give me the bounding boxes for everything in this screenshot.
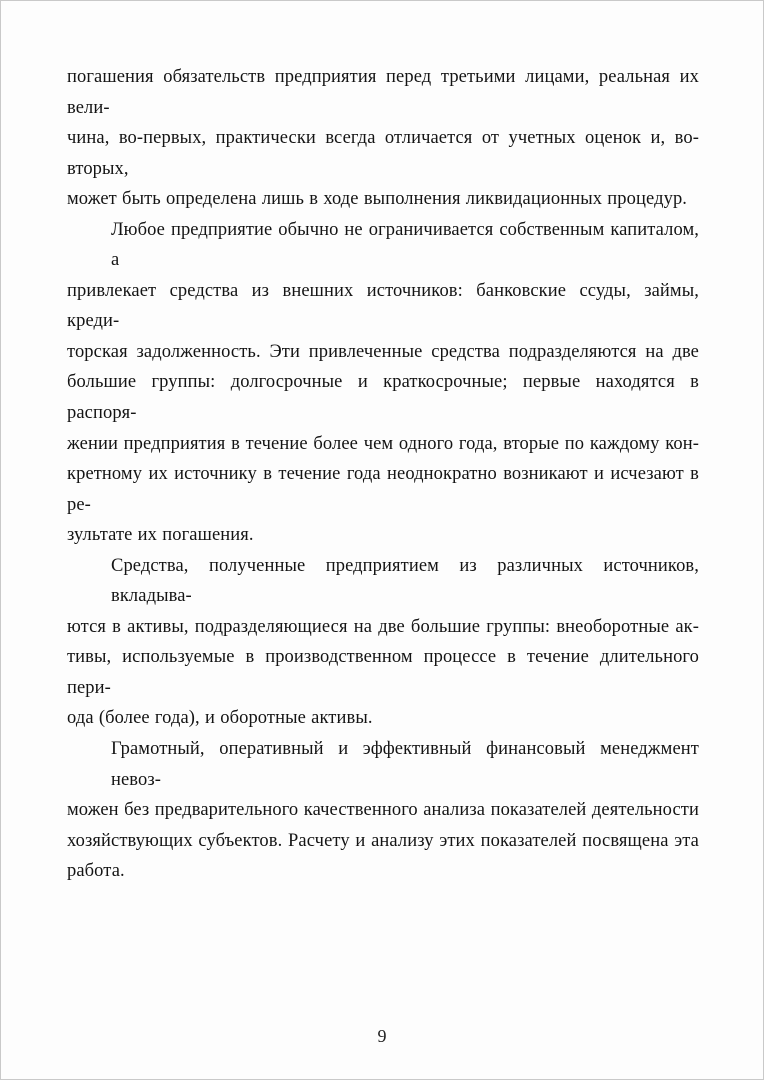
text-line: хозяйствующих субъектов. Расчету и анализу этих показателей посвящена эта [67,830,699,851]
body-text [67,62,699,887]
text-line: ода (более года), и оборотные активы. [67,708,373,729]
text-line: Грамотный, оперативный и эффективный финансовый менеджмент невоз- [111,739,699,790]
paragraph [67,551,699,734]
text-line: большие группы: долгосрочные и краткосрочные; первые находятся в распоря- [67,372,699,424]
text-line: Средства, полученные предприятием из различных источников, вкладыва- [111,555,699,607]
text-line: зультате их погашения. [67,525,254,546]
text-line: работа. [67,861,125,882]
text-line: торская задолженность. Эти привлеченные средства подразделяются на две [67,341,699,362]
text-line: можен без предварительного качественного анализа показателей деятельности [67,800,699,821]
text-line: чина, во-первых, практически всегда отличается от учетных оценок и, во-вторых, [67,128,699,179]
text-line: Любое предприятие обычно не ограничивается собственным капиталом, а [111,219,699,271]
text-line: привлекает средства из внешних источников: банковские ссуды, займы, креди- [67,280,699,332]
text-line: ются в активы, подразделяющиеся на две большие группы: внеоборотные ак- [67,616,699,637]
text-line: жении предприятия в течение более чем одного года, вторые по каждому кон- [67,433,699,454]
paragraph [67,62,699,215]
paragraph [67,215,699,551]
text-line: кретному их источнику в течение года неоднократно возникают и исчезают в ре- [67,464,699,515]
text-line: погашения обязательств предприятия перед третьими лицами, реальная их вели- [67,67,699,118]
text-line: может быть определена лишь в ходе выполнения ликвидационных процедур. [67,189,688,210]
text-line: тивы, используемые в производственном процессе в течение длительного пери- [67,647,699,698]
page-number: 9 [377,1026,387,1046]
paragraph [67,734,699,887]
